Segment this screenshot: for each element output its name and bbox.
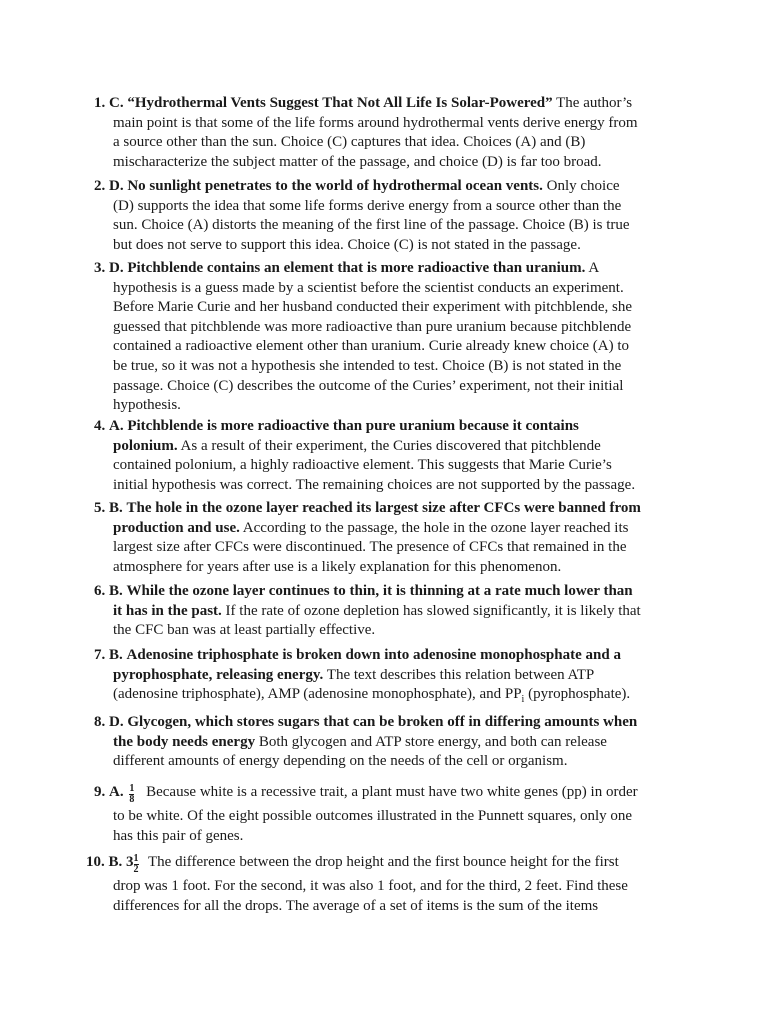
answer-7 bbox=[94, 646, 630, 705]
answer-4 bbox=[94, 417, 635, 495]
explanation-line: be true, so it was not a hypothesis she intended to test. Choice (B) is not stated in the bbox=[113, 357, 622, 374]
fraction-denominator: 2 bbox=[133, 864, 139, 875]
explanation-line: main point is that some of the life forms around hydrothermal vents derive energy from bbox=[113, 114, 638, 131]
answer-10 bbox=[86, 853, 628, 916]
explanation-line: Both glycogen and ATP store energy, and both can release bbox=[258, 733, 607, 750]
answer-letter: B. bbox=[108, 854, 123, 870]
answer-number: 8. bbox=[94, 714, 106, 730]
explanation-line: drop was 1 foot. For the second, it was also 1 foot, and for the third, 2 feet. Find these bbox=[113, 878, 628, 894]
explanation-line: A bbox=[588, 260, 600, 276]
answer-number: 6. bbox=[94, 583, 106, 599]
answer-bold-text: Glycogen, which stores sugars that can be broken off in differing amounts when bbox=[127, 714, 638, 730]
explanation-line: (D) supports the idea that some life forms derive energy from a source other than the bbox=[113, 197, 622, 214]
explanation-line: Only choice bbox=[546, 178, 620, 194]
explanation-line: hypothesis is a guess made by a scientist before the scientist conducts an experiment. bbox=[113, 279, 624, 296]
answer-bold-text: polonium. bbox=[113, 437, 178, 454]
answer-8 bbox=[94, 713, 637, 772]
explanation-line: guessed that pitchblende was more radioactive than pure uranium because pitchblende bbox=[113, 318, 632, 335]
fraction bbox=[134, 854, 139, 875]
explanation-line: The author’s bbox=[556, 95, 633, 111]
answer-letter: A. bbox=[109, 418, 124, 434]
explanation-line: atmosphere for years after use is a likely explanation for this phenomenon. bbox=[113, 558, 562, 575]
answer-bold-text: pyrophosphate, releasing energy. bbox=[113, 666, 324, 683]
answer-number: 7. bbox=[94, 647, 106, 663]
explanation-line: to be white. Of the eight possible outcomes illustrated in the Punnett squares, only one bbox=[113, 808, 633, 824]
answer-number: 10. bbox=[86, 854, 105, 870]
answer-number: 5. bbox=[94, 500, 106, 516]
answer-number: 4. bbox=[94, 418, 106, 434]
answer-2 bbox=[94, 177, 630, 255]
explanation-line: The difference between the drop height and the first bounce height for the first bbox=[148, 854, 619, 870]
answer-bold-text: it has in the past. bbox=[113, 602, 222, 619]
answer-5 bbox=[94, 499, 641, 577]
fraction-whole: 3 bbox=[126, 854, 134, 870]
explanation-line: Before Marie Curie and her husband conducted their experiment with pitchblende, she bbox=[113, 299, 632, 316]
explanation-line: According to the passage, the hole in the ozone layer reached its bbox=[242, 519, 629, 536]
answer-1 bbox=[94, 94, 638, 172]
explanation-line: hypothesis. bbox=[113, 397, 181, 414]
answer-bold-text: Pitchblende is more radioactive than pure uranium because it contains bbox=[127, 418, 579, 434]
answer-3 bbox=[94, 259, 632, 416]
fraction-numerator: 1 bbox=[133, 853, 139, 864]
subscript: i bbox=[521, 694, 525, 706]
answer-letter: D. bbox=[109, 714, 124, 730]
answer-bold-text: The hole in the ozone layer reached its largest size after CFCs were banned from bbox=[126, 500, 641, 516]
answer-bold-text: No sunlight penetrates to the world of hydrothermal ocean vents. bbox=[127, 178, 543, 194]
fraction-numerator: 1 bbox=[129, 783, 135, 794]
explanation-line: contained polonium, a highly radioactive element. This suggests that Marie Curie’s bbox=[113, 457, 612, 474]
answer-bold-text: “Hydrothermal Vents Suggest That Not All Life Is Solar-Powered” bbox=[127, 95, 553, 111]
explanation-line: the CFC ban was at least partially effective. bbox=[113, 622, 376, 639]
answer-bold-text: Adenosine triphosphate is broken down into adenosine monophosphate and a bbox=[126, 647, 621, 663]
answer-bold-text: Pitchblende contains an element that is more radioactive than uranium. bbox=[127, 260, 586, 276]
answer-bold-text: production and use. bbox=[113, 519, 240, 536]
explanation-line: different amounts of energy depending on the needs of the cell or organism. bbox=[113, 753, 568, 770]
answer-number: 2. bbox=[94, 178, 106, 194]
explanation-line: initial hypothesis was correct. The remaining choices are not supported by the passage. bbox=[113, 476, 636, 493]
explanation-line: The text describes this relation between ATP bbox=[326, 666, 595, 683]
answer-letter: B. bbox=[109, 500, 123, 516]
explanation-line: sun. Choice (A) distorts the meaning of the first line of the passage. Choice (B) is true bbox=[113, 217, 630, 234]
answer-number: 9. bbox=[94, 784, 106, 800]
explanation-line: mischaracterize the subject matter of the passage, and choice (D) is far too broad. bbox=[113, 153, 602, 170]
answer-letter: C. bbox=[109, 95, 124, 111]
answer-bold-text: While the ozone layer continues to thin, it is thinning at a rate much lower than bbox=[126, 583, 633, 599]
explanation-line: (pyrophosphate). bbox=[528, 686, 631, 703]
answer-9 bbox=[94, 783, 638, 846]
explanation-line: but does not serve to support this idea. Choice (C) is not stated in the passage. bbox=[113, 236, 581, 253]
explanation-line: passage. Choice (C) describes the outcome of the Curies’ experiment, not their initial bbox=[113, 377, 624, 394]
answer-number: 1. bbox=[94, 95, 106, 111]
answer-bold-text: the body needs energy bbox=[113, 733, 256, 750]
answer-letter: B. bbox=[109, 647, 123, 663]
answer-letter: A. bbox=[109, 784, 124, 800]
fraction-denominator: 8 bbox=[129, 794, 135, 805]
explanation-line: contained a radioactive element other than uranium. Curie already knew choice (A) to bbox=[113, 338, 630, 355]
explanation-line: (adenosine triphosphate), AMP (adenosine monophosphate), and PP bbox=[113, 686, 522, 703]
explanation-line: a source other than the sun. Choice (C) captures that idea. Choices (A) and (B) bbox=[113, 134, 586, 151]
answer-letter: B. bbox=[109, 583, 123, 599]
answer-6 bbox=[94, 582, 641, 641]
answer-letter: D. bbox=[109, 260, 124, 276]
explanation-line: If the rate of ozone depletion has slowed significantly, it is likely that bbox=[225, 602, 641, 619]
fraction bbox=[129, 784, 134, 805]
explanation-line: As a result of their experiment, the Curies discovered that pitchblende bbox=[180, 437, 601, 454]
answer-number: 3. bbox=[94, 260, 106, 276]
explanation-line: differences for all the drops. The average of a set of items is the sum of the items bbox=[113, 897, 599, 914]
explanation-line: largest size after CFCs were discontinued. The presence of CFCs that remained in the bbox=[113, 539, 627, 556]
answer-letter: D. bbox=[109, 178, 124, 194]
explanation-line: has this pair of genes. bbox=[113, 827, 244, 844]
explanation-line: Because white is a recessive trait, a plant must have two white genes (pp) in order bbox=[146, 784, 638, 800]
